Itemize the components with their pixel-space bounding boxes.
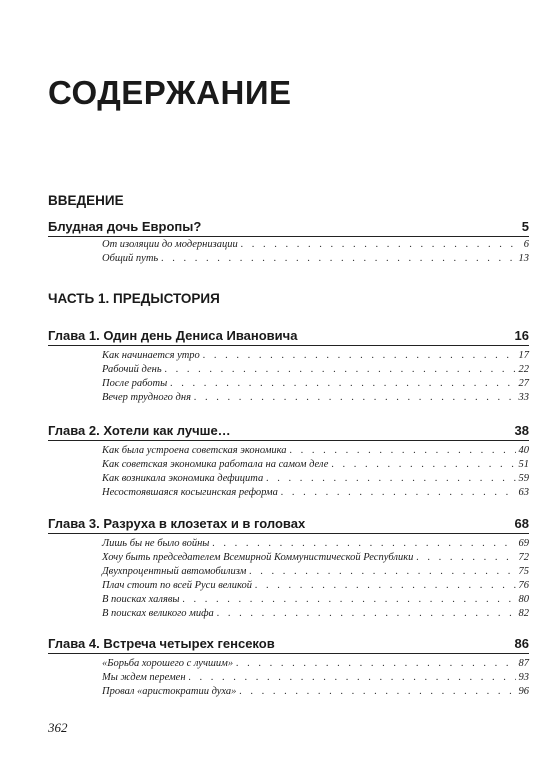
- dot-leader: [239, 685, 515, 699]
- dot-leader: [212, 537, 515, 551]
- dot-leader: [161, 252, 515, 266]
- toc-entry[interactable]: [102, 363, 529, 377]
- chapter-title: Глава 3. Разруха в клозетах и в головах: [48, 516, 306, 531]
- entry-title: Общий путь: [102, 253, 159, 264]
- toc-entry[interactable]: [102, 458, 529, 472]
- section-heading-intro: ВВЕДЕНИЕ: [48, 193, 124, 208]
- entry-page: 80: [518, 594, 529, 605]
- dot-leader: [189, 671, 516, 685]
- toc-chapter-3[interactable]: [48, 517, 529, 530]
- toc-entry[interactable]: [102, 565, 529, 579]
- chapter-page: 16: [514, 328, 529, 343]
- toc-entry[interactable]: [102, 486, 529, 500]
- chapter-title: Глава 2. Хотели как лучше…: [48, 423, 231, 438]
- entry-title: Рабочий день: [102, 364, 162, 375]
- toc-entry[interactable]: [102, 444, 529, 458]
- dot-leader: [416, 551, 515, 565]
- entry-title: Лишь бы не было войны: [102, 538, 210, 549]
- chapter-page: 86: [514, 636, 529, 651]
- entry-title: Несостоявшаяся косыгинская реформа: [102, 487, 278, 498]
- dot-leader: [183, 593, 516, 607]
- entry-page: 51: [518, 459, 529, 470]
- divider: [48, 533, 529, 534]
- section-heading-part1: ЧАСТЬ 1. ПРЕДЫСТОРИЯ: [48, 291, 220, 306]
- entry-page: 93: [518, 672, 529, 683]
- toc-entry[interactable]: [102, 377, 529, 391]
- entry-title: Мы ждем перемен: [102, 672, 186, 683]
- dot-leader: [331, 458, 515, 472]
- entry-title: «Борьба хорошего с лучшим»: [102, 658, 234, 669]
- toc-chapter-2[interactable]: [48, 424, 529, 437]
- entry-page: 69: [518, 538, 529, 549]
- entry-title: Как возникала экономика дефицита: [102, 473, 264, 484]
- entry-page: 82: [518, 608, 529, 619]
- toc-entry[interactable]: [102, 349, 529, 363]
- toc-chapter-intro[interactable]: [48, 220, 529, 233]
- entry-title: Как начинается утро: [102, 350, 200, 361]
- divider: [48, 653, 529, 654]
- divider: [48, 345, 529, 346]
- dot-leader: [165, 363, 516, 377]
- toc-entry[interactable]: [102, 391, 529, 405]
- entry-page: 22: [518, 364, 529, 375]
- entry-page: 76: [518, 580, 529, 591]
- dot-leader: [236, 657, 515, 671]
- chapter-title: Глава 1. Один день Дениса Ивановича: [48, 328, 298, 343]
- chapter-page: 5: [521, 219, 529, 234]
- dot-leader: [266, 472, 515, 486]
- dot-leader: [290, 444, 516, 458]
- entry-page: 87: [518, 658, 529, 669]
- entry-title: После работы: [102, 378, 168, 389]
- entry-page: 40: [518, 445, 529, 456]
- toc-entry[interactable]: [102, 252, 529, 266]
- entry-title: Плач стоит по всей Руси великой: [102, 580, 252, 591]
- entry-title: В поисках халявы: [102, 594, 180, 605]
- toc-entry[interactable]: [102, 657, 529, 671]
- dot-leader: [217, 607, 516, 621]
- divider: [48, 440, 529, 441]
- entry-title: Двухпроцентный автомобилизм: [102, 566, 247, 577]
- entry-page: 59: [518, 473, 529, 484]
- entry-page: 33: [518, 392, 529, 403]
- entry-title: Как была устроена советская экономика: [102, 445, 287, 456]
- entry-title: Провал «аристократии духа»: [102, 686, 237, 697]
- entry-page: 27: [518, 378, 529, 389]
- page-number: 362: [48, 720, 68, 735]
- toc-entry[interactable]: [102, 685, 529, 699]
- entry-page: 13: [518, 253, 529, 264]
- entry-title: Как советская экономика работала на самом деле: [102, 459, 329, 470]
- toc-entry[interactable]: [102, 537, 529, 551]
- entry-page: 6: [523, 239, 529, 250]
- entry-page: 63: [518, 487, 529, 498]
- entry-title: Вечер трудного дня: [102, 392, 191, 403]
- entry-page: 72: [518, 552, 529, 563]
- entry-title: В поисках великого мифа: [102, 608, 214, 619]
- dot-leader: [281, 486, 516, 500]
- toc-entry[interactable]: [102, 579, 529, 593]
- chapter-title: Глава 4. Встреча четырех генсеков: [48, 636, 275, 651]
- chapter-page: 38: [514, 423, 529, 438]
- page-title: СОДЕРЖАНИЕ: [48, 74, 292, 111]
- entry-title: От изоляции до модернизации: [102, 239, 238, 250]
- dot-leader: [170, 377, 515, 391]
- divider: [48, 236, 529, 237]
- toc-chapter-4[interactable]: [48, 637, 529, 650]
- entry-page: 75: [518, 566, 529, 577]
- toc-entry[interactable]: [102, 671, 529, 685]
- dot-leader: [241, 238, 521, 252]
- chapter-title: Блудная дочь Европы?: [48, 219, 202, 234]
- toc-entry[interactable]: [102, 551, 529, 565]
- toc-entry[interactable]: [102, 607, 529, 621]
- entry-title: Хочу быть председателем Всемирной Коммунистической Республики: [102, 552, 414, 563]
- toc-entry[interactable]: [102, 593, 529, 607]
- toc-entry[interactable]: [102, 238, 529, 252]
- dot-leader: [203, 349, 516, 363]
- dot-leader: [194, 391, 516, 405]
- entry-page: 96: [518, 686, 529, 697]
- toc-chapter-1[interactable]: [48, 329, 529, 342]
- dot-leader: [249, 565, 515, 579]
- chapter-page: 68: [514, 516, 529, 531]
- toc-entry[interactable]: [102, 472, 529, 486]
- entry-page: 17: [518, 350, 529, 361]
- dot-leader: [255, 579, 516, 593]
